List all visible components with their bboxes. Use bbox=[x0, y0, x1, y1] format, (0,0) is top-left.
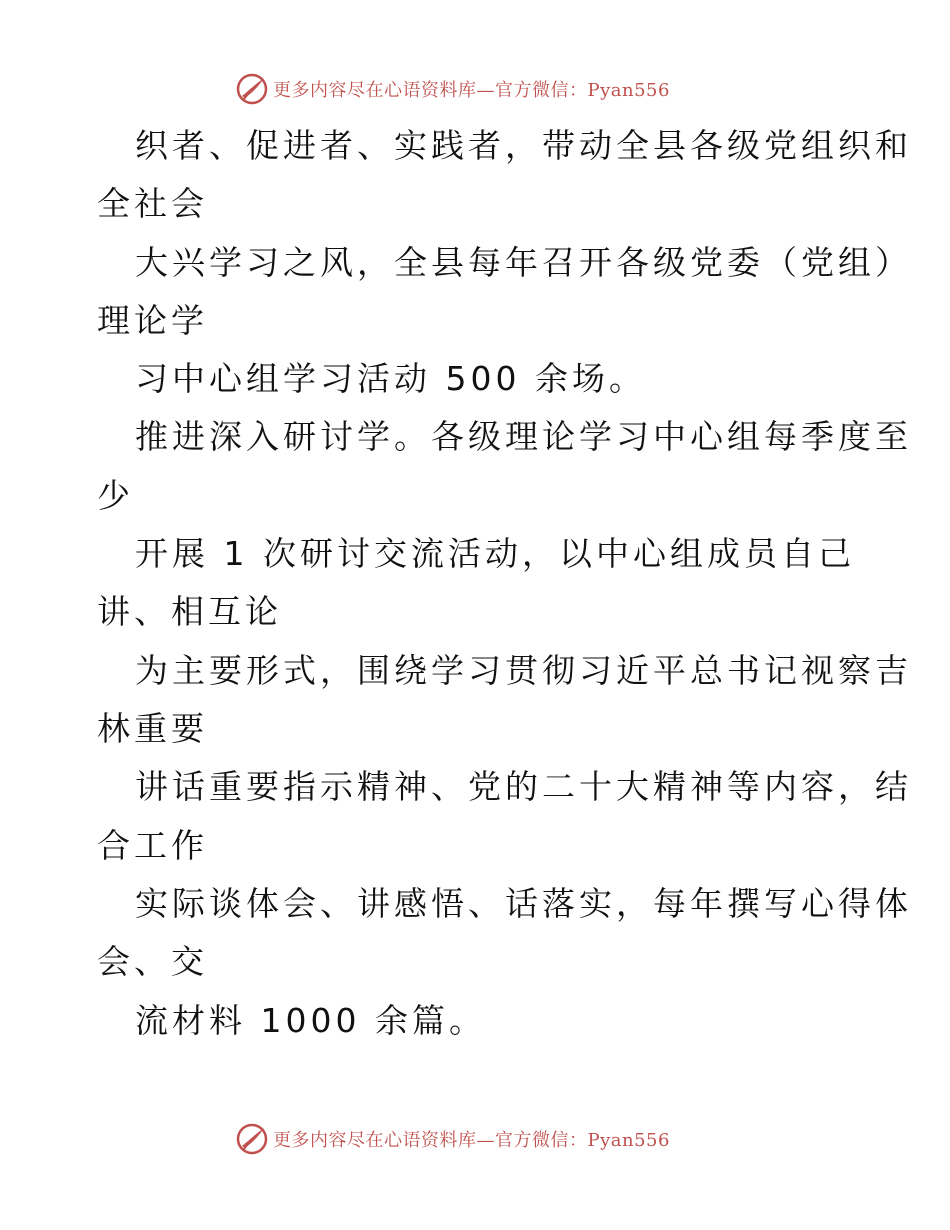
text-line: 开展 1 次研讨交流活动，以中心组成员自己 bbox=[135, 534, 855, 573]
text-line: 实际谈体会、讲感悟、话落实，每年撰写心得体 bbox=[135, 884, 912, 923]
quill-logo-icon bbox=[235, 1122, 269, 1156]
text-line: 林重要 bbox=[97, 709, 208, 748]
text-line: 会、交 bbox=[97, 942, 208, 981]
watermark-text: 更多内容尽在心语资料库—官方微信：Pyan556 bbox=[273, 80, 670, 101]
text-line: 合工作 bbox=[97, 826, 208, 865]
footer-watermark bbox=[235, 1122, 670, 1156]
quill-logo-icon bbox=[235, 72, 269, 106]
text-line: 大兴学习之风，全县每年召开各级党委（党组） bbox=[135, 243, 912, 282]
text-line: 习中心组学习活动 500 余场。 bbox=[135, 359, 646, 398]
text-line: 少 bbox=[97, 476, 134, 515]
text-line: 推进深入研讨学。各级理论学习中心组每季度至 bbox=[135, 417, 912, 456]
text-line: 讲、相互论 bbox=[97, 592, 282, 631]
text-line: 织者、促进者、实践者，带动全县各级党组织和 bbox=[135, 126, 912, 165]
watermark-text: 更多内容尽在心语资料库—官方微信：Pyan556 bbox=[273, 1130, 670, 1151]
text-line: 为主要形式，围绕学习贯彻习近平总书记视察吉 bbox=[135, 651, 912, 690]
text-line: 理论学 bbox=[97, 301, 208, 340]
text-line: 流材料 1000 余篇。 bbox=[135, 1001, 486, 1040]
text-line: 全社会 bbox=[97, 184, 208, 223]
text-line: 讲话重要指示精神、党的二十大精神等内容，结 bbox=[135, 767, 912, 806]
header-watermark bbox=[235, 72, 670, 106]
